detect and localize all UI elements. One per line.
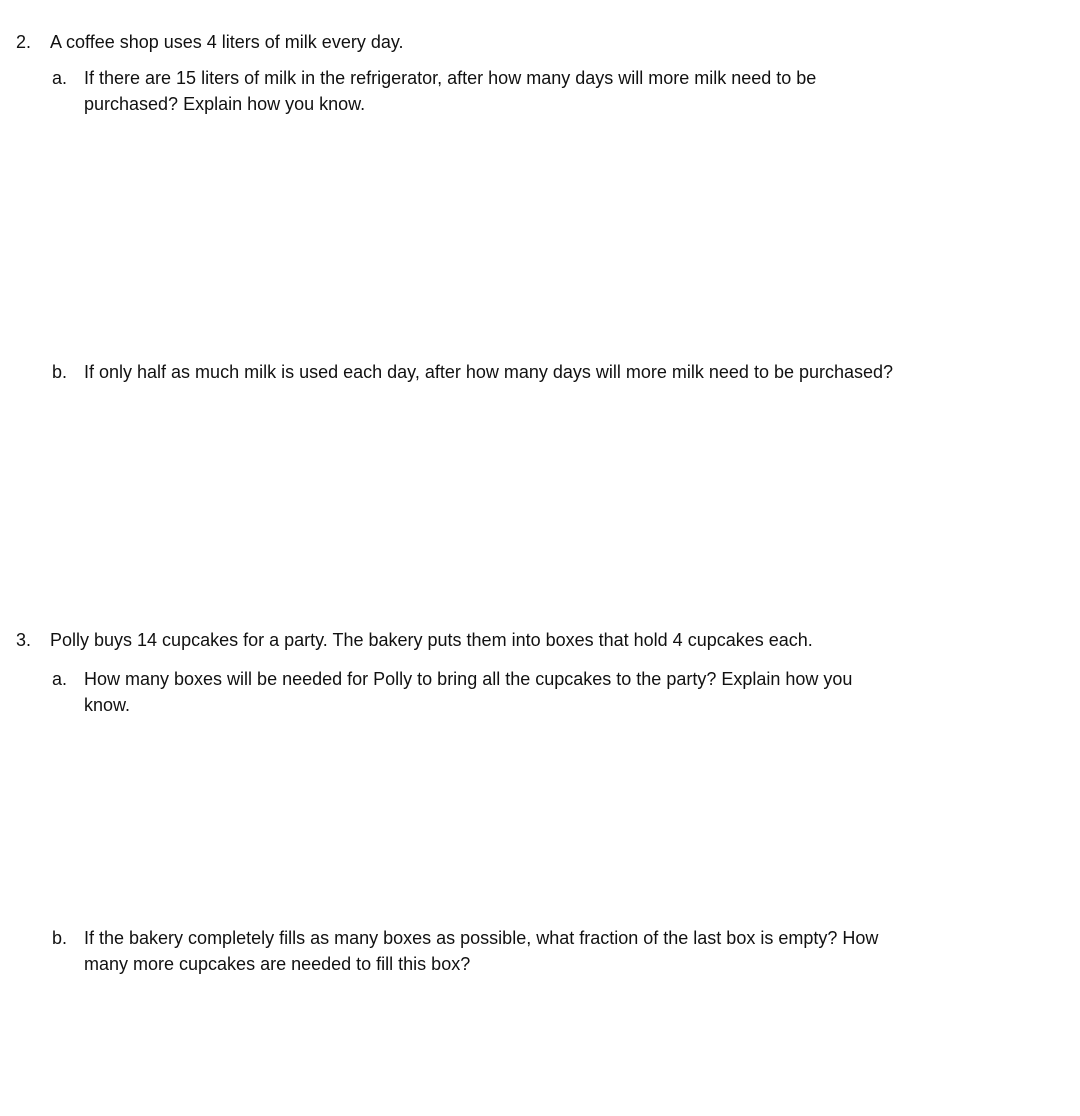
- part-text-line: If the bakery completely fills as many boxes as possible, what fraction of the last box is empty? How: [84, 928, 879, 948]
- part-text-line: If only half as much milk is used each day, after how many days will more milk need to be purchased?: [84, 362, 894, 382]
- part-letter: b.: [52, 928, 68, 948]
- part-text-line: know.: [84, 695, 131, 715]
- question-text: A coffee shop uses 4 liters of milk every day.: [50, 32, 404, 52]
- part-letter: a.: [52, 68, 68, 88]
- part-text-line: If there are 15 liters of milk in the refrigerator, after how many days will more milk need to be: [84, 68, 817, 88]
- question-number: 3.: [16, 630, 32, 650]
- part-letter: b.: [52, 362, 68, 382]
- part-text-line: many more cupcakes are needed to fill this box?: [84, 954, 471, 974]
- question-number: 2.: [16, 32, 32, 52]
- part-letter: a.: [52, 669, 68, 689]
- part-text-line: purchased? Explain how you know.: [84, 94, 366, 114]
- question-text: Polly buys 14 cupcakes for a party. The bakery puts them into boxes that hold 4 cupcakes each.: [50, 630, 813, 650]
- part-text-line: How many boxes will be needed for Polly to bring all the cupcakes to the party? Explain how you: [84, 669, 853, 689]
